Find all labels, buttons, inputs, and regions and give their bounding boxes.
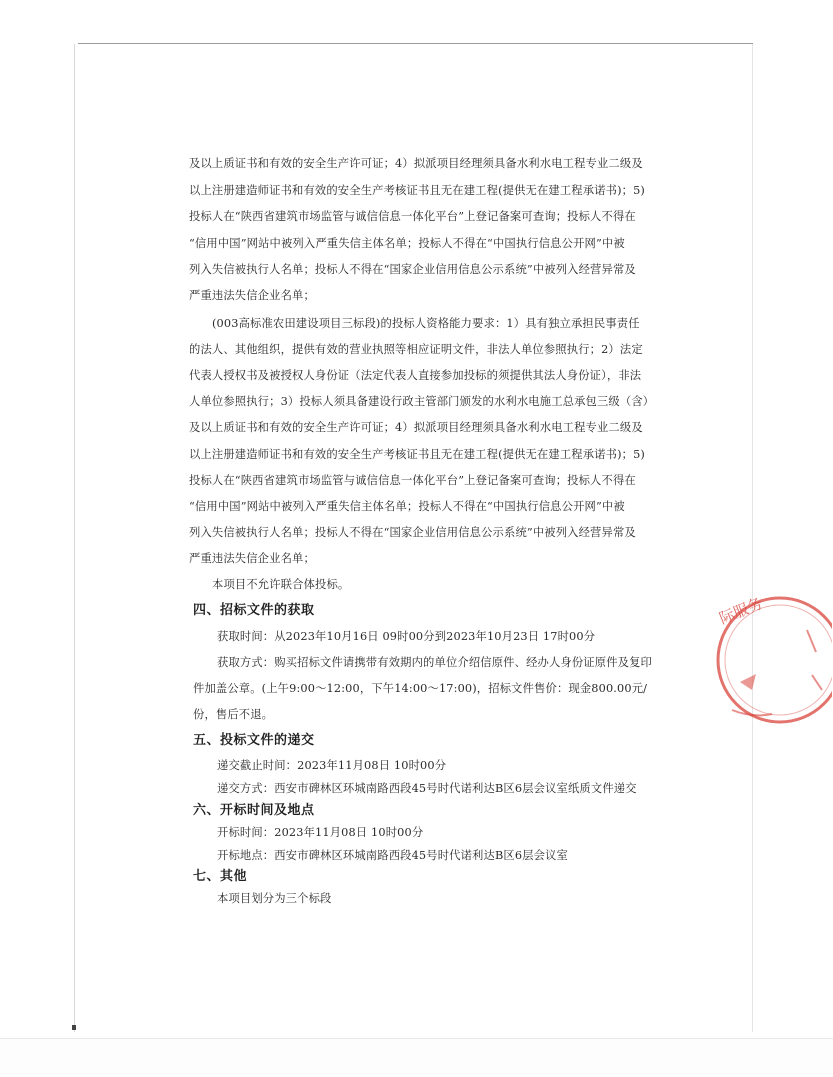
other-text: 本项目划分为三个标段 (217, 892, 332, 905)
submit-method: 递交方式：西安市碑林区环城南路西段45号时代诺利达B区6层会议室纸质文件递交 (217, 782, 637, 795)
text-line: 严重违法失信企业名单； (189, 289, 315, 302)
text-line: 及以上质证书和有效的安全生产许可证；4）拟派项目经理须具备水利水电工程专业二级及 (189, 157, 643, 170)
text-line: 严重违法失信企业名单； (189, 552, 315, 565)
acquire-time: 获取时间：从2023年10月16日 09时00分到2023年10月23日 17时00分 (217, 630, 596, 643)
text-line: 投标人在“陕西省建筑市场监管与诚信信息一体化平台”上登记备案可查询；投标人不得在 (189, 210, 636, 223)
scan-mark (72, 1025, 76, 1030)
acquire-method-line: 获取方式：购买招标文件请携带有效期内的单位介绍信原件、经办人身份证原件及复印 (217, 656, 652, 669)
text-line: 以上注册建造师证书和有效的安全生产考核证书且无在建工程(提供无在建工程承诺书)；5) (189, 448, 645, 461)
text-line: 列入失信被执行人名单；投标人不得在“国家企业信用信息公示系统”中被列入经营异常及 (189, 263, 636, 276)
acquire-method-line: 件加盖公章。(上午9:00～12:00，下午14:00～17:00)，招标文件售价：现金800.00元/ (193, 682, 648, 695)
consortium-note: 本项目不允许联合体投标。 (212, 578, 350, 591)
text-line: “信用中国”网站中被列入严重失信主体名单；投标人不得在“中国执行信息公开网”中被 (189, 237, 625, 250)
scan-bottom-margin (0, 1038, 833, 1077)
text-line: 人单位参照执行；3）投标人须具备建设行政主管部门颁发的水利水电施工总承包三级（含） (189, 395, 655, 408)
page-top-edge (78, 43, 753, 44)
section-7-heading: 七、其他 (193, 869, 248, 884)
text-line: 以上注册建造师证书和有效的安全生产考核证书且无在建工程(提供无在建工程承诺书)；5) (189, 184, 645, 197)
opening-time: 开标时间：2023年11月08日 10时00分 (217, 826, 424, 839)
seal-graphic (712, 590, 832, 730)
text-line: 代表人授权书及被授权人身份证（法定代表人直接参加投标的须提供其法人身份证），非法 (189, 369, 642, 382)
text-line: 投标人在“陕西省建筑市场监管与诚信信息一体化平台”上登记备案可查询；投标人不得在 (189, 474, 636, 487)
page-right-edge (752, 44, 753, 1032)
opening-place: 开标地点：西安市碑林区环城南路西段45号时代诺利达B区6层会议室 (217, 849, 568, 862)
seal-text: 际服务 (716, 594, 766, 628)
text-line: 的法人、其他组织，提供有效的营业执照等相应证明文件，非法人单位参照执行；2）法定 (189, 343, 643, 356)
section-6-heading: 六、开标时间及地点 (193, 803, 315, 818)
submit-deadline: 递交截止时间：2023年11月08日 10时00分 (217, 759, 447, 772)
page-left-edge (74, 44, 75, 1032)
section-4-heading: 四、招标文件的获取 (193, 603, 315, 618)
red-seal-stamp (712, 590, 832, 730)
section-5-heading: 五、投标文件的递交 (193, 733, 315, 748)
text-line: (003高标准农田建设项目三标段)的投标人资格能力要求：1）具有独立承担民事责任 (212, 317, 640, 330)
text-line: “信用中国”网站中被列入严重失信主体名单；投标人不得在“中国执行信息公开网”中被 (189, 500, 625, 513)
text-line: 及以上质证书和有效的安全生产许可证；4）拟派项目经理须具备水利水电工程专业二级及 (189, 421, 643, 434)
acquire-method-line: 份，售后不退。 (193, 708, 274, 721)
text-line: 列入失信被执行人名单；投标人不得在“国家企业信用信息公示系统”中被列入经营异常及 (189, 526, 636, 539)
